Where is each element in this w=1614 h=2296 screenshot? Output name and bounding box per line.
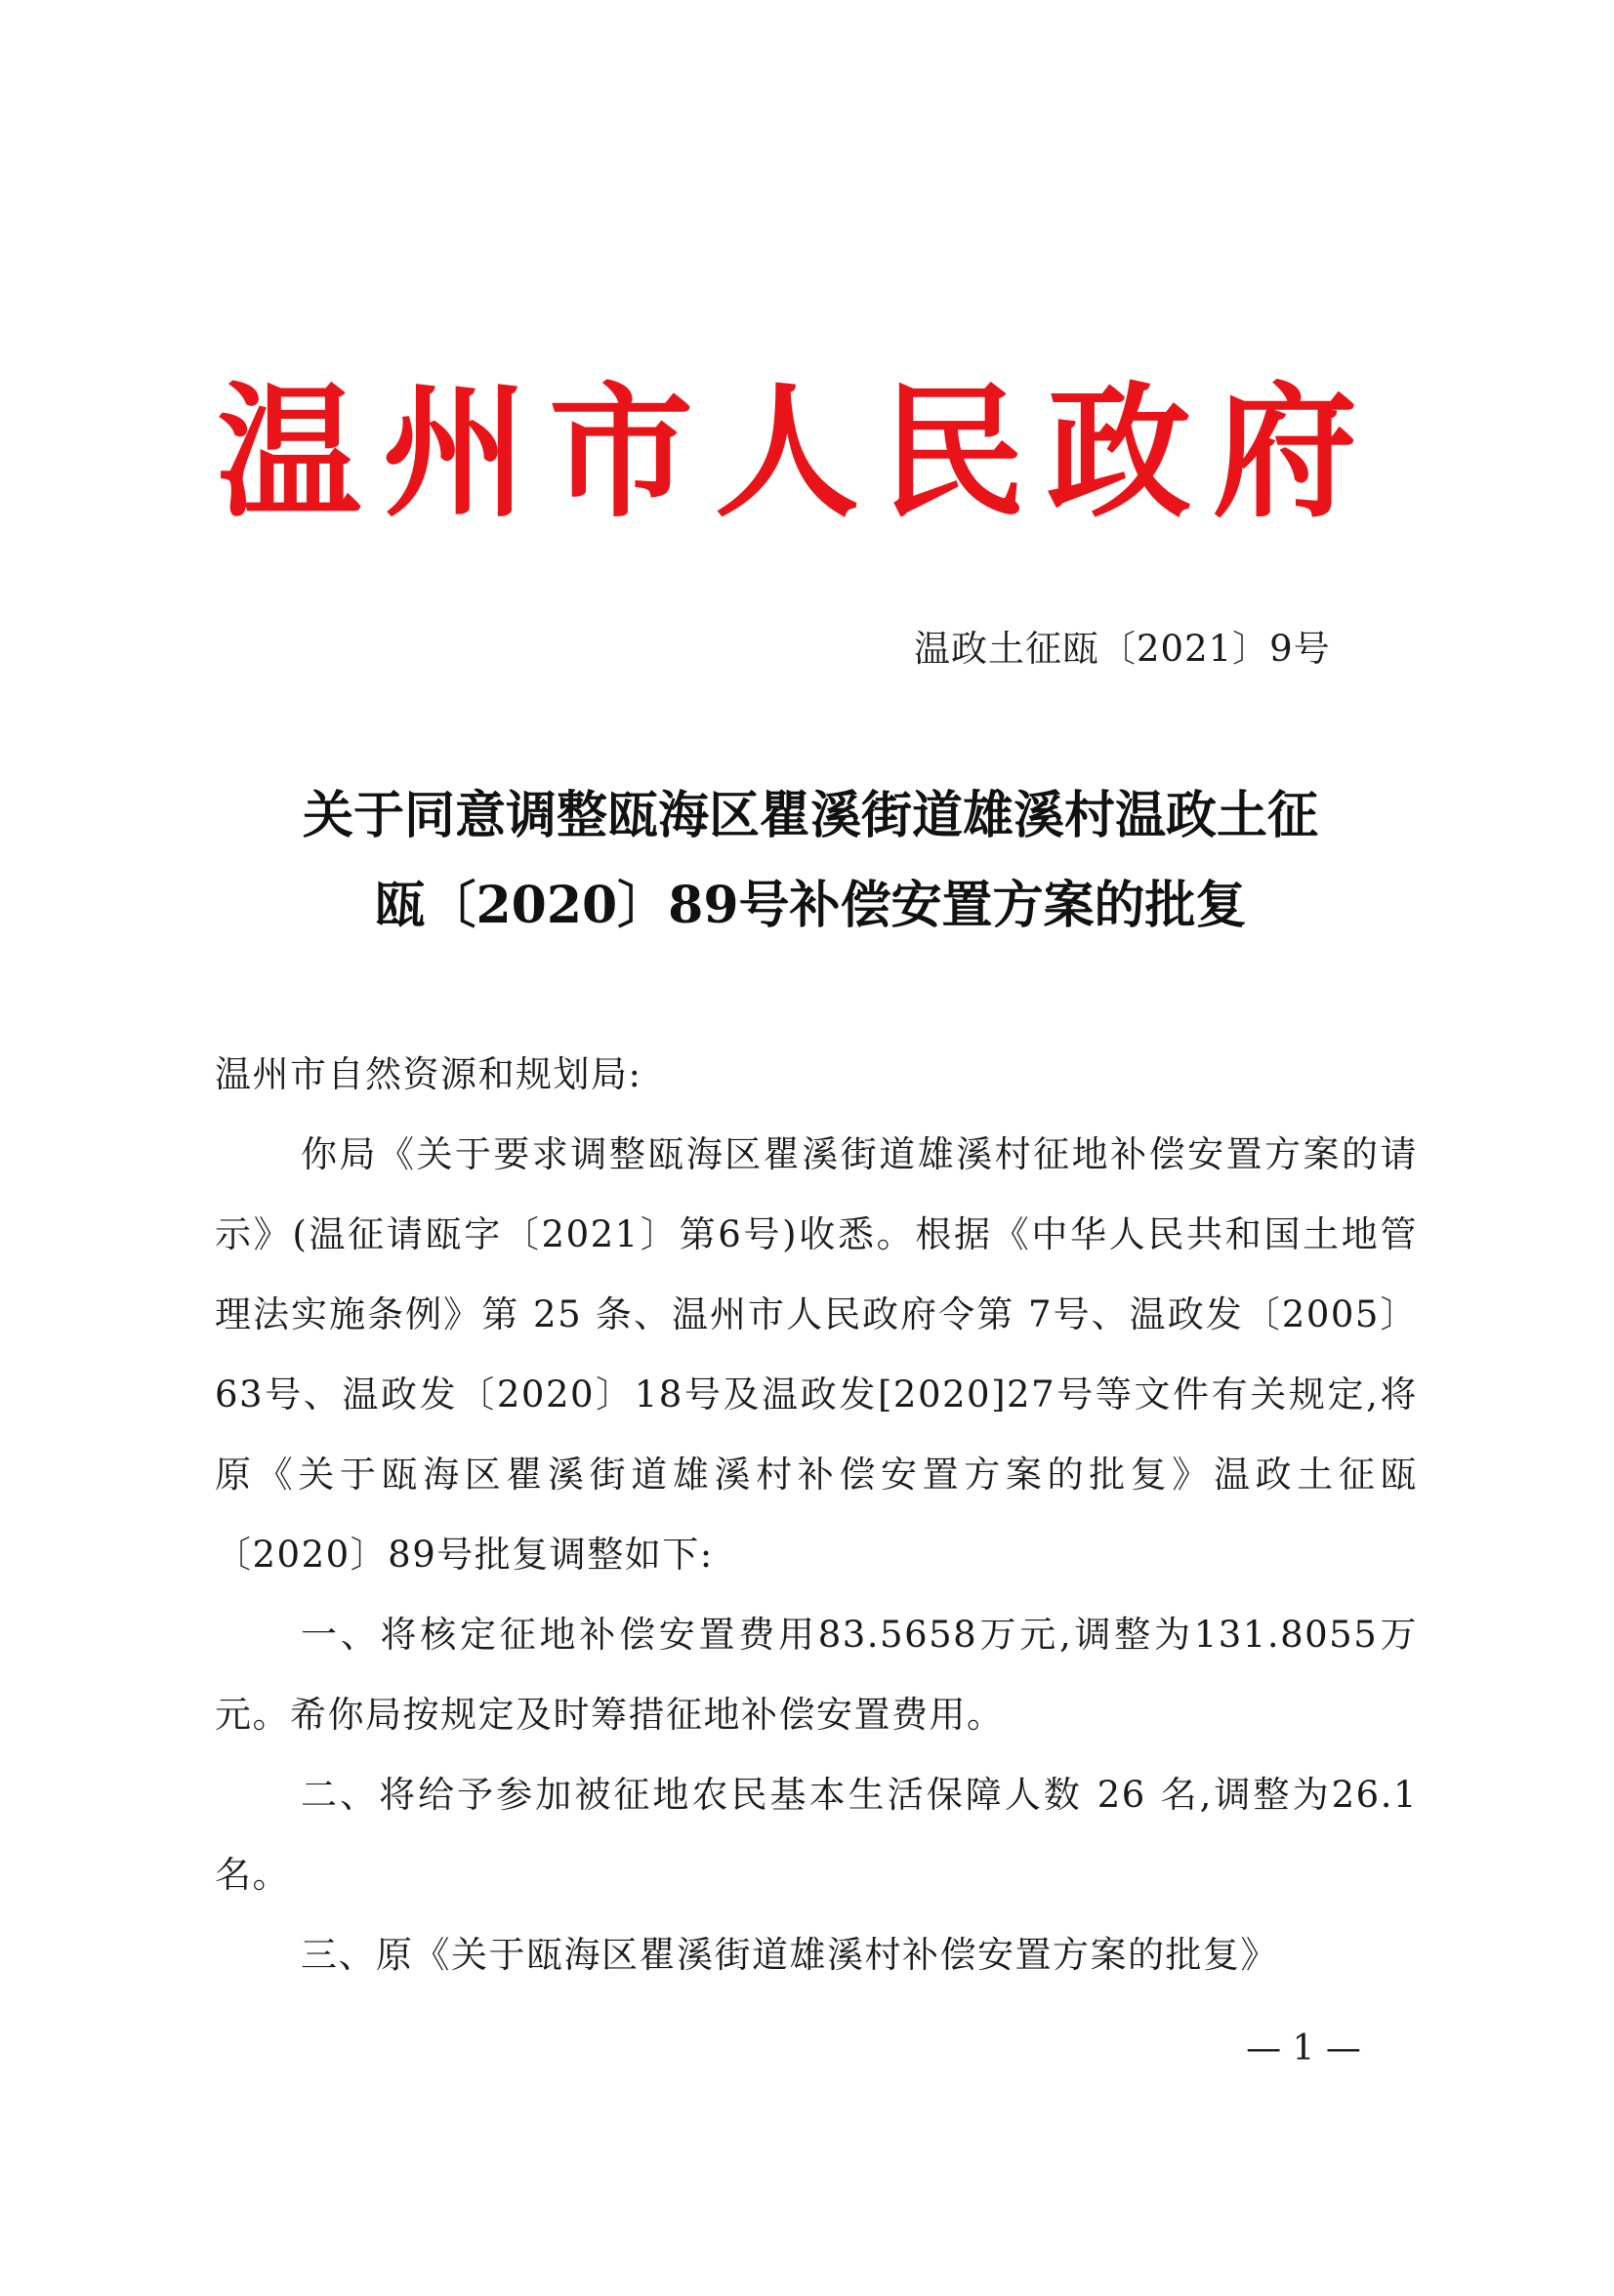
paragraph-item-3: 三、原《关于瓯海区瞿溪街道雄溪村补偿安置方案的批复》 (301, 1934, 1278, 1976)
title-line-2: 瓯〔2020〕89号补偿安置方案的批复 (374, 876, 1247, 935)
salutation: 温州市自然资源和规划局: (215, 1053, 642, 1095)
document-title (205, 771, 1416, 951)
paragraph-item-1: 一、将核定征地补偿安置费用83.5658万元,调整为131.8055万元。希你局按规定及时筹措征地补偿安置费用。 (215, 1614, 1418, 1736)
document-body (215, 1035, 1418, 1995)
issuer-masthead: 温州市人民政府 (217, 367, 1379, 537)
title-line-1: 关于同意调整瓯海区瞿溪街道雄溪村温政土征 (302, 786, 1318, 845)
paragraph-item-2: 二、将给予参加被征地农民基本生活保障人数 26 名,调整为26.1名。 (215, 1774, 1418, 1896)
page-number: — 1 — (1246, 2029, 1361, 2069)
paragraph-request-basis: 你局《关于要求调整瓯海区瞿溪街道雄溪村征地补偿安置方案的请示》(温征请瓯字〔2021〕第6号)收悉。根据《中华人民共和国土地管理法实施条例》第 25 条、温州市人民政府令第 7号、温政发〔2005〕63号、温政发〔2020〕18号及温政发[2020]27号等文件有关规定,将原《关于瓯海区瞿溪街道雄溪村补偿安置方案的批复》温政土征瓯〔2020〕89号批复调整如下: (215, 1133, 1418, 1576)
document-number: 温政土征瓯〔2021〕9号 (914, 628, 1331, 670)
